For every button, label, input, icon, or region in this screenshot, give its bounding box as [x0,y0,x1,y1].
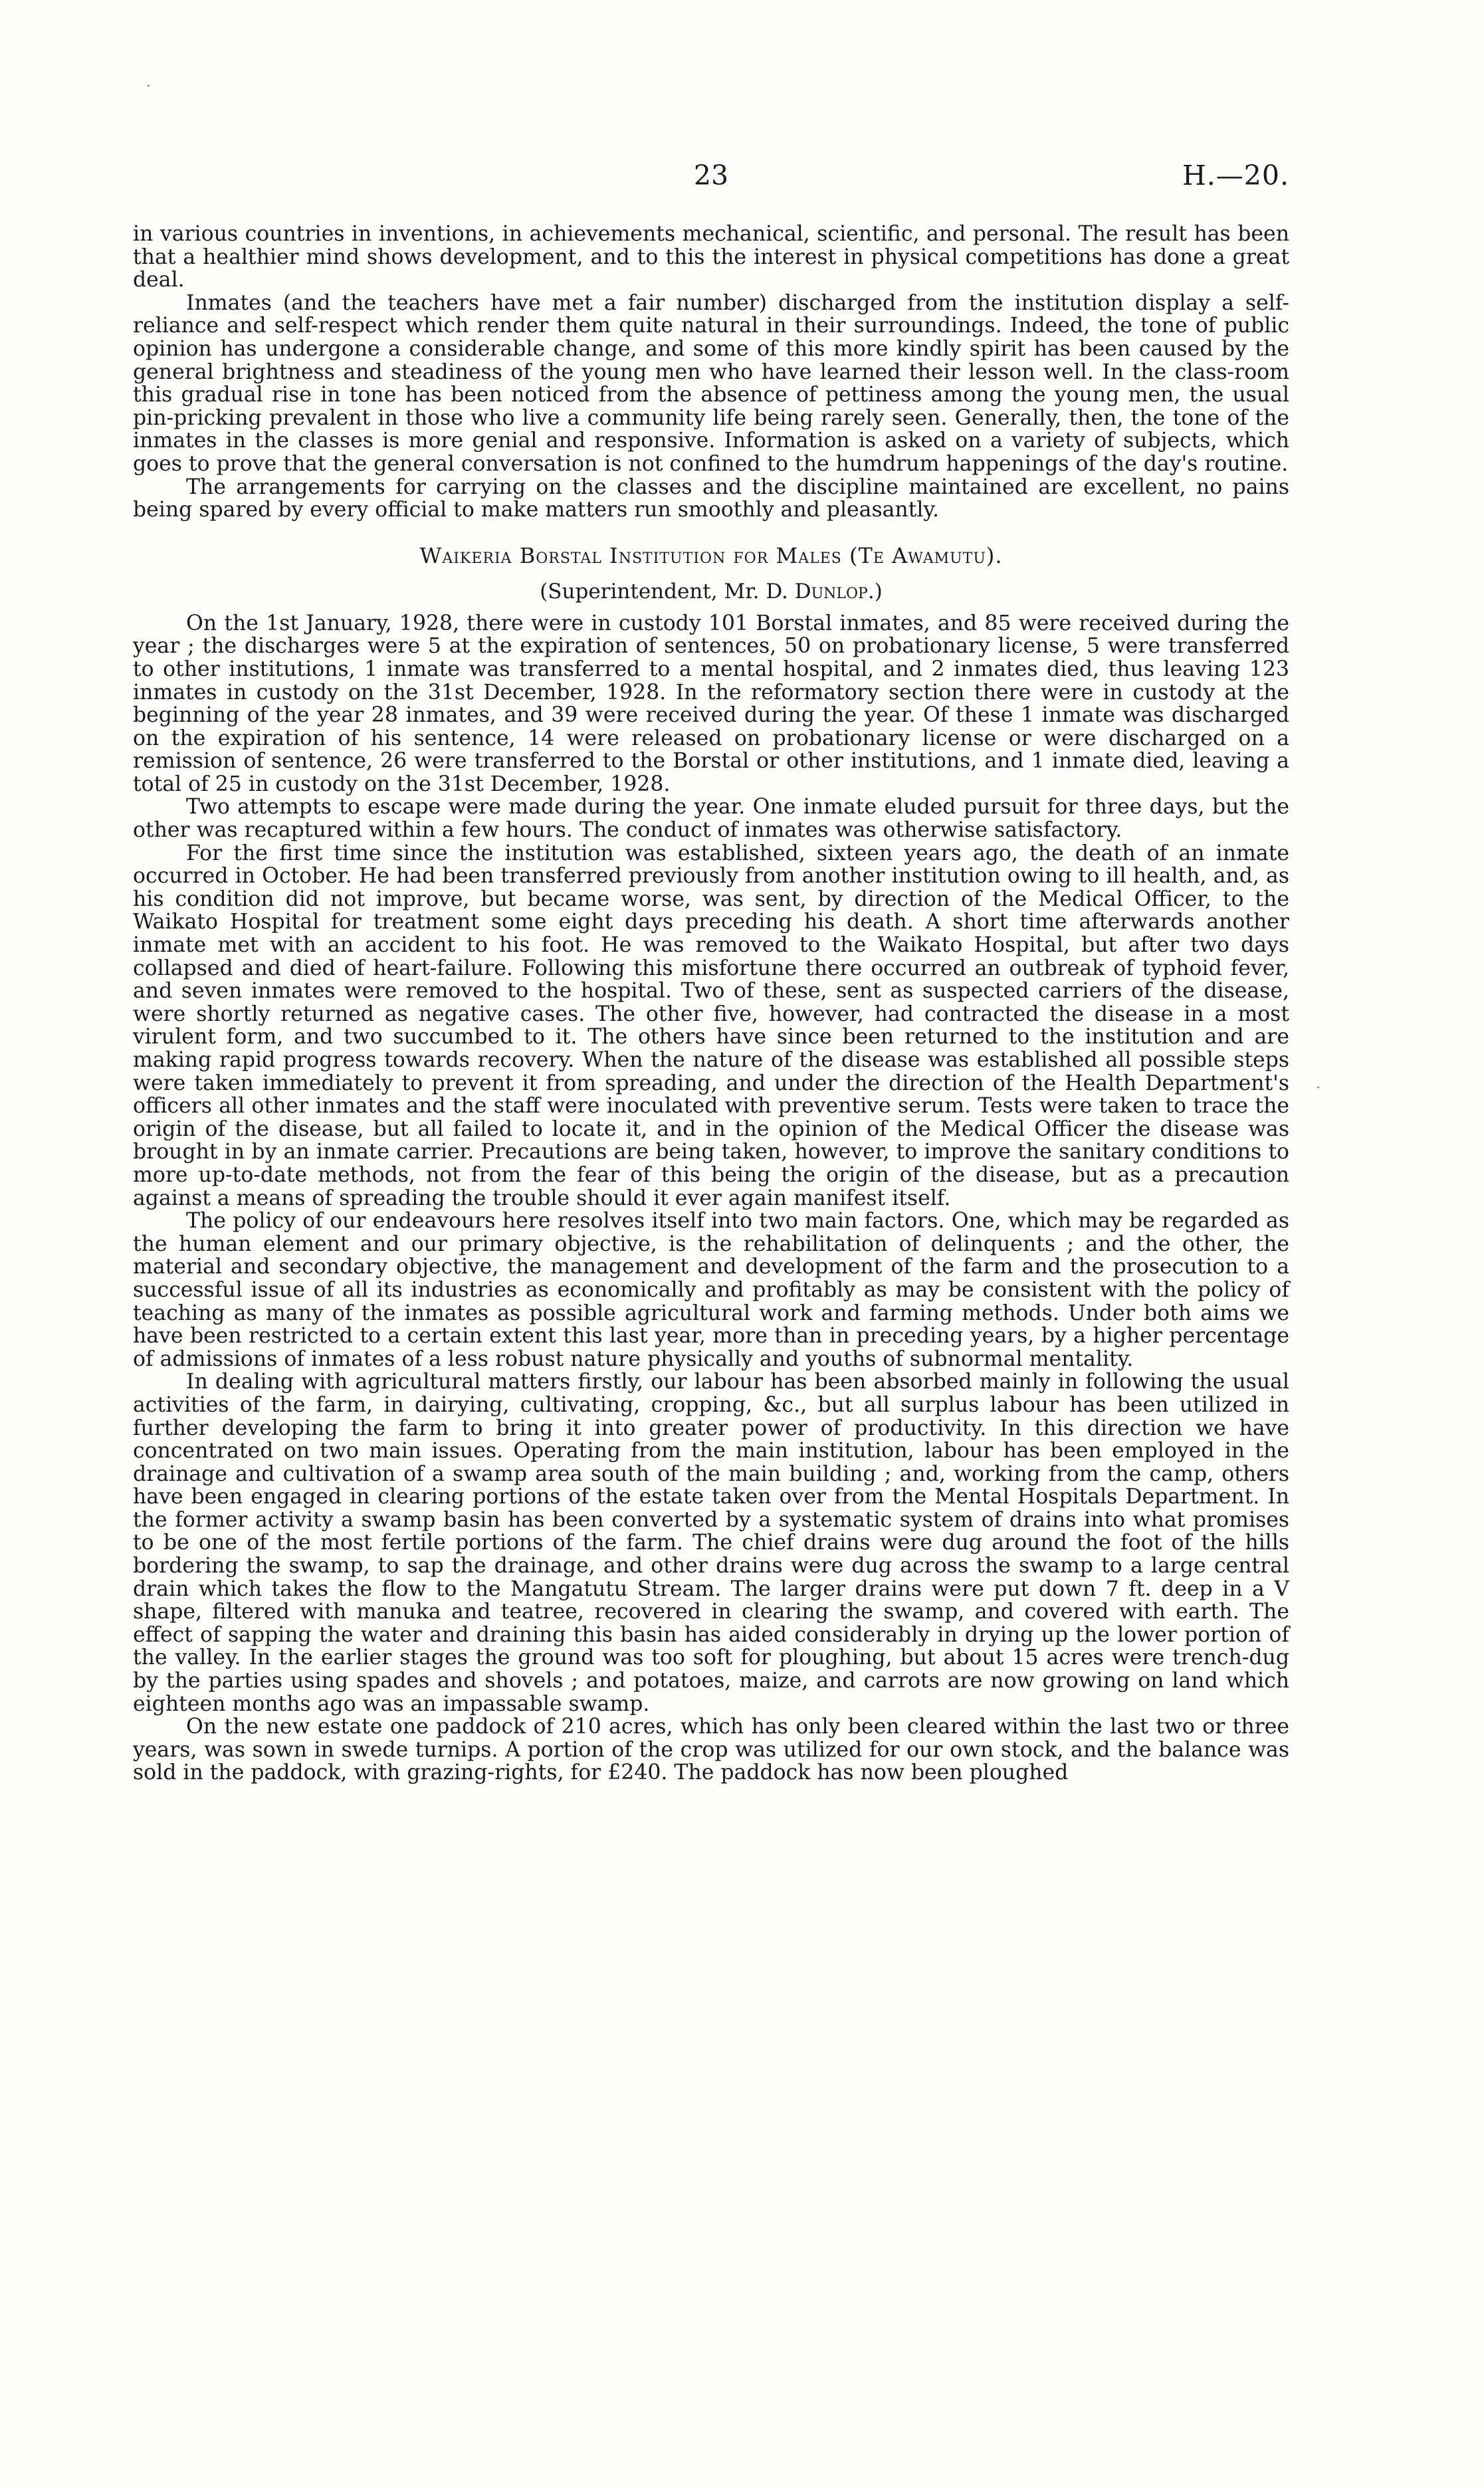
superintendent-name: D. Dunlop. [766,579,875,603]
paragraph: In dealing with agricultural matters firstly, our labour has been absorbed mainly in following the usual activities of the farm, in dairying, cultivating, cropping, &c., but all surplus labour has been utilized in further developing the farm to bring it into greater power of productivity. In this direction we have concentrated on two main issues. Operating from the main institution, labour has been employed in the drainage and cultivation of a swamp area south of the main building ; and, working from the camp, others have been engaged in clearing portions of the estate taken over from the Mental Hospitals Department. In the former activity a swamp basin has been converted by a systematic system of drains into what promises to be one of the most fertile portions of the farm. The chief drains were dug around the foot of the hills bordering the swamp, to sap the drainage, and other drains were dug across the swamp to a large central drain which takes the flow to the Mangatutu Stream. The larger drains were put down 7 ft. deep in a V shape, filtered with manuka and teatree, recovered in clearing the swamp, and covered with earth. The effect of sapping the water and draining this basin has aided considerably in drying up the lower portion of the valley. In the earlier stages the ground was too soft for ploughing, but about 15 acres were trench-dug by the parties using spades and shovels ; and potatoes, maize, and carrots are now growing on land which eighteen months ago was an impassable swamp. [133,1370,1289,1716]
page-number: 23 [693,160,729,191]
paragraph: in various countries in inventions, in achievements mechanical, scientific, and personal. The result has been that a healthier mind shows development, and to this the interest in physical competitions has done a great deal. [133,222,1289,292]
page-header [133,160,1289,206]
paragraph: On the new estate one paddock of 210 acres, which has only been cleared within the last two or three years, was sown in swede turnips. A portion of the crop was utilized for our own stock, and the balance was sold in the paddock, with grazing-rights, for £240. The paddock has now been ploughed [133,1715,1289,1785]
paper-reference: H.—20. [1182,160,1289,191]
paragraph: The arrangements for carrying on the classes and the discipline maintained are excellent, no pains being spared by every official to make matters run smoothly and pleasantly. [133,475,1289,522]
paragraph: For the first time since the institution was established, sixteen years ago, the death of an inmate occurred in October. He had been transferred previously from another institution owing to ill health, and, as his condition did not improve, but became worse, was sent, by direction of the Medical Officer, to the Waikato Hospital for treatment some eight days preceding his death. A short time afterwards another inmate met with an accident to his foot. He was removed to the Waikato Hospital, but after two days collapsed and died of heart-failure. Following this misfortune there occurred an outbreak of typhoid fever, and seven inmates were removed to the hospital. Two of these, sent as suspected carriers of the disease, were shortly returned as negative cases. The other five, however, had contracted the disease in a most virulent form, and two succumbed to it. The others have since been returned to the institution and are making rapid progress towards recovery. When the nature of the disease was established all possible steps were taken immediately to prevent it from spreading, and under the direction of the Health Department's officers all other inmates and the staff were inoculated with preventive serum. Tests were taken to trace the origin of the disease, but all failed to locate it, and in the opinion of the Medical Officer the disease was brought in by an inmate carrier. Precautions are being taken, however, to improve the sanitary conditions to more up-to-date methods, not from the fear of this being the origin of the disease, but as a precaution against a means of spreading the trouble should it ever again manifest itself. [133,841,1289,1210]
subheading-suffix: ) [874,579,883,603]
paragraph: Two attempts to escape were made during the year. One inmate eluded pursuit for three days, but the other was recaptured within a few hours. The conduct of inmates was otherwise satisfactory. [133,795,1289,843]
subheading-prefix: (Superintendent, Mr. [540,579,766,603]
section-subheading [133,580,1289,603]
body-text [133,223,1289,1785]
paragraph: On the 1st January, 1928, there were in custody 101 Borstal inmates, and 85 were received during the year ; the discharges were 5 at the expiration of sentences, 50 on probationary license, 5 were transferred to other institutions, 1 inmate was transferred to a mental hospital, and 2 inmates died, thus leaving 123 inmates in custody on the 31st December, 1928. In the reformatory section there were in custody at the beginning of the year 28 inmates, and 39 were received during the year. Of these 1 inmate was discharged on the expiration of his sentence, 14 were released on probationary license or were discharged on a remission of sentence, 26 were transferred to the Borstal or other institutions, and 1 inmate died, leaving a total of 25 in custody on the 31st December, 1928. [133,611,1289,796]
margin-speck: · [1316,1080,1321,1097]
section-heading: Waikeria Borstal Institution for Males (Te Awamutu). [419,542,1003,568]
paragraph: Inmates (and the teachers have met a fair number) discharged from the institution display a self-reliance and self-respect which render them quite natural in their surroundings. Indeed, the tone of public opinion has undergone a considerable change, and some of this more kindly spirit has been caused by the general brightness and steadiness of the young men who have learned their lesson well. In the class-room this gradual rise in tone has been noticed from the absence of pettiness among the young men, the usual pin-pricking prevalent in those who live a community life being rarely seen. Generally, then, the tone of the inmates in the classes is more genial and responsive. Information is asked on a variety of subjects, which goes to prove that the general conversation is not confined to the humdrum happenings of the day's routine. [133,290,1289,476]
paragraph: The policy of our endeavours here resolves itself into two main factors. One, which may be regarded as the human element and our primary objective, is the rehabilitation of delinquents ; and the other, the material and secondary objective, the management and development of the farm and the prosecution to a successful issue of all its industries as economically and profitably as may be consistent with the policy of teaching as many of the inmates as possible agricultural work and farming methods. Under both aims we have been restricted to a certain extent this last year, more than in preceding years, by a higher percentage of admissions of inmates of a less robust nature physically and youths of subnormal mentality. [133,1209,1289,1371]
margin-speck: · [146,78,151,95]
